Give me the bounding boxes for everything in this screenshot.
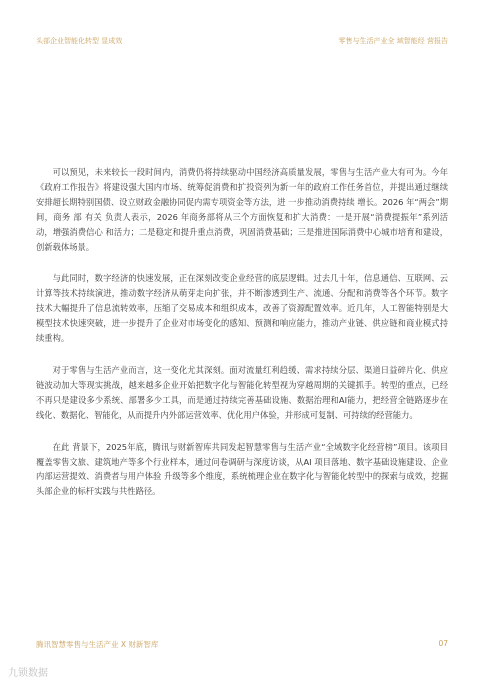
paragraph-4: 在此 背景下，2025年底，腾讯与财新智库共同发起智慧零售与生活产业“全域数字化经营榜”项目。该项目覆盖零售文旅、建筑地产等多个行业样本，通过问卷调研与深度访谈，从AI 项目落地、数字基础设施建设、企业内部运营提效、消费者与用户体验 升级等多个维度，系统梳理企业在数字化与智能化转型中的探索与成效，挖掘头部企业的标杆实践与共性路径。 [36, 441, 448, 497]
page-number: 07 [438, 639, 448, 648]
paragraph-2: 与此同时，数字经济的快速发展，正在深刻改变企业经营的底层逻辑。过去几十年，信息通信、互联网、云计算等技术持续演进，推动数字经济从萌芽走向扩张，并不断渗透到生产、流通、分配和消费等各个环节。数字技术大幅提升了信息流转效率，压缩了交易成本和组织成本，改善了资源配置效率。近几年，人工智能特别是大模型技术快速突破，进一步提升了企业对市场变化的感知、预测和响应能力，推动产业链、供应链和商业模式持续重构。 [36, 273, 448, 344]
header-report-title: 零售与生活产业全 域智能经 营报告 [338, 37, 448, 45]
page-header [36, 36, 448, 50]
paragraph-3: 对于零售与生活产业而言，这一变化尤其深刻。面对流量红利趋缓、需求持续分层、渠道日益碎片化、供应链波动加大等现实挑战，越来越多企业开始把数字化与智能化转型视为穿越周期的关键抓手。转型的重点，已经不再只是建设多少系统、部署多少工具，而是通过持续完善基础设施、数据治理和AI能力，把经营全链路逐步在线化、数据化、智能化，从而提升内外部运营效率、优化用户体验，并形成可复制、可持续的经营能力。 [36, 364, 448, 420]
watermark-logo: 九锁数据 [8, 668, 48, 679]
paragraph-1: 可以预见，未来较长一段时间内，消费仍将持续驱动中国经济高质量发展，零售与生活产业大有可为。今年《政府工作报告》将建设强大国内市场、统筹促消费和扩投资列为新一年的政府工作任务首位，并提出通过继续安排超长期特别国债、设立财政金融协同促内需专项资金等方法，进 一步推动消费持续 增长。2026 年“两会”期间，商务 部 有关 负责人表示，2026 年商务部将从三个方面恢复和扩大消费：一是开展“消费提振年”系列活动，增强消费信心 和活力；二是稳定和提升重点消费，巩固消费基础；三是推进国际消费中心城市培育和建设，创新载体场景。 [36, 167, 448, 252]
body-text [36, 165, 448, 516]
footer-publisher: 腾讯智慧零售与生活产业 X 财新智库 [36, 640, 159, 649]
header-section-title: 头部企业智能化转型 显成效 [36, 37, 123, 45]
page-footer [36, 639, 448, 653]
